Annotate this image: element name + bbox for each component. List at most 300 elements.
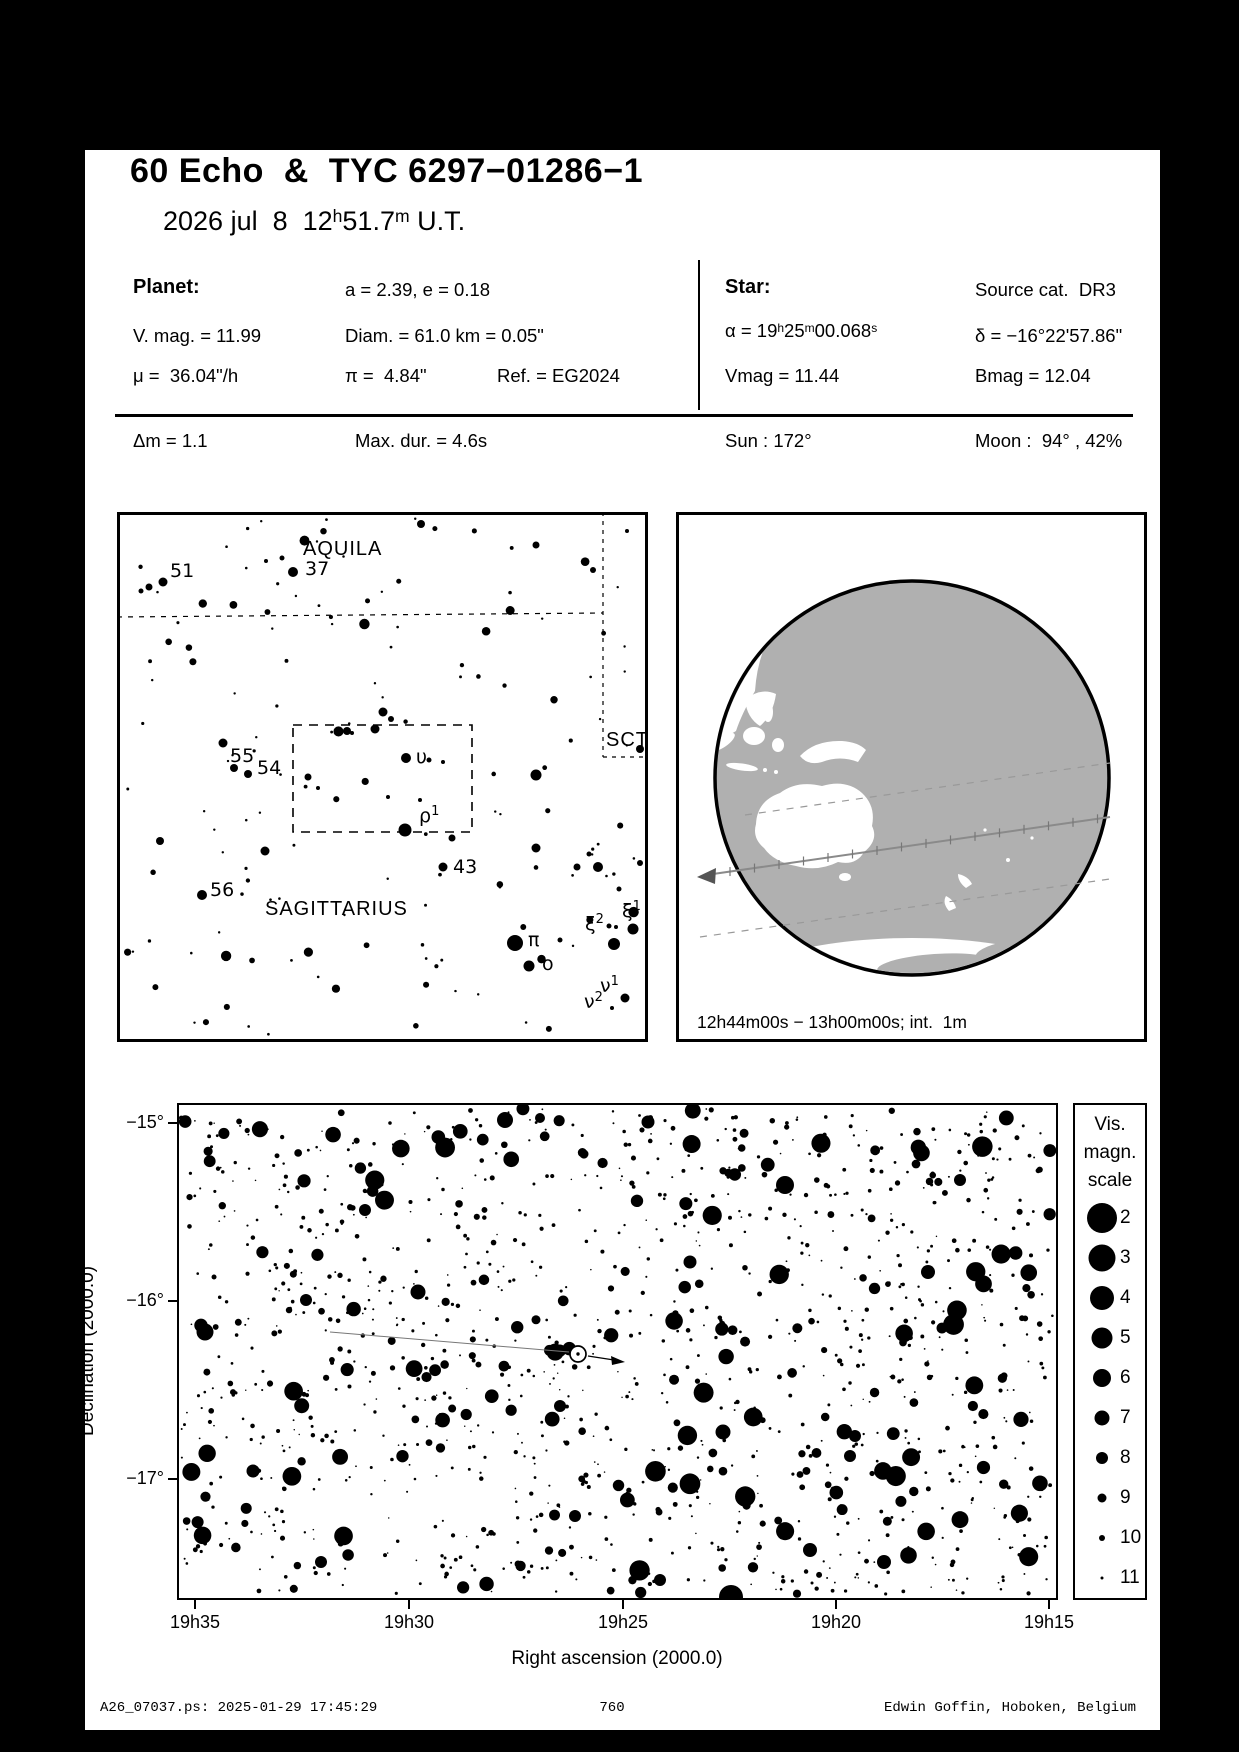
star-dot bbox=[942, 1537, 944, 1539]
star-dot bbox=[536, 1515, 539, 1518]
star-dot bbox=[414, 1478, 417, 1481]
star-dot bbox=[761, 1158, 775, 1172]
star-dot bbox=[861, 1208, 864, 1211]
star-dot bbox=[690, 1308, 695, 1313]
star-dot bbox=[328, 1317, 333, 1322]
star-dot bbox=[554, 1340, 558, 1344]
star-dot bbox=[477, 1134, 489, 1146]
star-dot bbox=[749, 1370, 752, 1373]
star-dot bbox=[499, 886, 502, 889]
star-dot bbox=[413, 1283, 415, 1285]
star-dot bbox=[1003, 1344, 1006, 1347]
star-dot bbox=[183, 1423, 186, 1426]
star-dot bbox=[292, 844, 295, 847]
star-dot bbox=[265, 609, 271, 615]
star-dot bbox=[913, 1145, 930, 1162]
star-dot bbox=[986, 1245, 990, 1249]
star-dot bbox=[204, 1155, 216, 1167]
star-dot bbox=[276, 582, 279, 585]
star-dot bbox=[738, 1521, 741, 1524]
star-dot bbox=[796, 1118, 799, 1121]
star-dot bbox=[931, 1320, 935, 1324]
star-designation: 54 bbox=[257, 757, 282, 779]
star-dot bbox=[369, 1381, 371, 1383]
star-dot bbox=[194, 1319, 207, 1332]
star-dot bbox=[294, 1398, 309, 1413]
star-dot bbox=[663, 1374, 666, 1377]
star-dot bbox=[388, 1337, 396, 1345]
star-dot bbox=[889, 1335, 891, 1337]
star-dot bbox=[748, 1213, 751, 1216]
star-dot bbox=[851, 1114, 854, 1117]
star-dot bbox=[274, 1263, 277, 1266]
star-dot bbox=[482, 627, 491, 636]
star-dot bbox=[686, 1328, 691, 1333]
star-dot bbox=[466, 1388, 467, 1389]
star-dot bbox=[391, 1290, 393, 1292]
star-dot bbox=[897, 1379, 901, 1383]
star-dot bbox=[198, 1445, 215, 1462]
ra-h-sup: h bbox=[777, 320, 785, 335]
event-datetime bbox=[163, 206, 465, 237]
finder-star-label bbox=[622, 900, 641, 922]
star-dot bbox=[770, 1265, 789, 1284]
star-dot bbox=[479, 1275, 490, 1286]
star-dot bbox=[834, 1582, 836, 1584]
star-dot bbox=[1028, 1360, 1030, 1362]
star-dot bbox=[524, 1213, 527, 1216]
star-dot bbox=[532, 1183, 535, 1186]
star-dot bbox=[539, 1227, 543, 1231]
star-dot bbox=[858, 1577, 860, 1579]
star-dot bbox=[930, 1586, 932, 1588]
star-dot bbox=[334, 1430, 337, 1433]
star-dot bbox=[508, 1384, 511, 1387]
x-tick-mark bbox=[835, 1600, 837, 1609]
star-dot bbox=[597, 1474, 601, 1478]
star-dot bbox=[464, 1426, 465, 1427]
star-dot bbox=[186, 644, 192, 650]
star-dot bbox=[152, 984, 158, 990]
star-dot bbox=[709, 1107, 714, 1112]
star-dot bbox=[756, 1544, 762, 1550]
star-dot bbox=[739, 1330, 742, 1333]
star-dot bbox=[672, 1310, 678, 1316]
star-dot bbox=[508, 1111, 510, 1113]
star-dot bbox=[806, 1445, 811, 1450]
star-dot bbox=[801, 1242, 804, 1245]
star-dot bbox=[705, 1108, 707, 1110]
star-dot bbox=[802, 1365, 804, 1367]
star-dot bbox=[945, 1426, 950, 1431]
star-dot bbox=[934, 1178, 942, 1186]
star-dot bbox=[421, 1372, 431, 1382]
star-dot bbox=[863, 1433, 865, 1435]
star-dot bbox=[925, 1261, 928, 1264]
star-dot bbox=[736, 1530, 739, 1533]
star-dot bbox=[986, 1111, 988, 1113]
star-dot bbox=[709, 1503, 710, 1504]
star-dot bbox=[475, 1118, 478, 1121]
star-dot bbox=[829, 1567, 831, 1569]
star-dot bbox=[459, 1354, 461, 1356]
star-dot bbox=[900, 1133, 903, 1136]
legend-magnitude-dot bbox=[1096, 1452, 1108, 1464]
star-dot bbox=[998, 1147, 1001, 1150]
star-dot bbox=[584, 1174, 586, 1176]
star-dot bbox=[260, 1477, 263, 1480]
star-dot bbox=[868, 1581, 870, 1583]
star-dot bbox=[250, 1438, 253, 1441]
star-dot bbox=[285, 659, 289, 663]
star-dot bbox=[578, 1209, 581, 1212]
star-dot bbox=[540, 1131, 550, 1141]
star-dot bbox=[703, 1206, 722, 1225]
star-dot bbox=[999, 1480, 1008, 1489]
star-dot bbox=[520, 1395, 523, 1398]
star-dot bbox=[930, 1183, 933, 1186]
star-dot bbox=[617, 887, 622, 892]
star-dot bbox=[364, 1307, 367, 1310]
star-dot bbox=[307, 1390, 309, 1392]
star-dot bbox=[697, 1456, 699, 1458]
y-tick-label: −17° bbox=[126, 1468, 164, 1488]
star-dot bbox=[865, 1308, 869, 1312]
star-dot bbox=[181, 1457, 183, 1459]
star-dot bbox=[784, 1124, 789, 1129]
star-dot bbox=[249, 958, 255, 964]
star-dot bbox=[959, 1169, 961, 1171]
star-dot bbox=[955, 1377, 958, 1380]
star-dot bbox=[308, 1415, 312, 1419]
star-dot bbox=[967, 1133, 970, 1136]
star-dot bbox=[926, 1487, 930, 1491]
star-dot bbox=[410, 1211, 412, 1213]
star-dot bbox=[280, 1213, 282, 1215]
star-dot bbox=[318, 1478, 321, 1481]
star-dot bbox=[637, 860, 643, 866]
star-dot bbox=[372, 1142, 375, 1145]
star-dot bbox=[541, 617, 543, 619]
star-dot bbox=[901, 1283, 905, 1287]
star-dot bbox=[650, 1314, 653, 1317]
star-dot bbox=[929, 1172, 936, 1179]
star-dot bbox=[341, 1223, 343, 1225]
star-dot bbox=[1051, 1314, 1054, 1317]
star-dot bbox=[668, 1469, 670, 1471]
star-dot bbox=[655, 1228, 657, 1230]
star-dot bbox=[320, 528, 326, 534]
star-dot bbox=[768, 1207, 772, 1211]
star-dot bbox=[829, 1194, 832, 1197]
star-dot bbox=[851, 1214, 854, 1217]
star-dot bbox=[390, 1458, 394, 1462]
footer-filename: A26_07037.ps: 2025-01-29 17:45:29 bbox=[100, 1700, 378, 1716]
star-dot bbox=[291, 1300, 295, 1304]
star-dot bbox=[671, 1552, 674, 1555]
star-dot bbox=[786, 1260, 788, 1262]
star-dot bbox=[987, 1178, 990, 1181]
star-dot bbox=[971, 1502, 972, 1503]
star-dot bbox=[578, 1427, 586, 1435]
star-dot bbox=[315, 1146, 318, 1149]
planet-motion: μ = 36.04"/h bbox=[133, 365, 239, 386]
star-dot bbox=[838, 1307, 841, 1310]
star-dot bbox=[208, 1408, 214, 1414]
star-dot bbox=[615, 1310, 620, 1315]
star-dot bbox=[255, 1180, 257, 1182]
star-dot bbox=[225, 1300, 228, 1303]
star-dot bbox=[687, 1154, 690, 1157]
star-dot bbox=[1027, 1496, 1029, 1498]
star-dot bbox=[919, 1300, 922, 1303]
star-dot bbox=[1026, 1591, 1030, 1595]
star-dot bbox=[1005, 1420, 1007, 1422]
star-dot bbox=[311, 1425, 314, 1428]
star-dot bbox=[470, 1430, 472, 1432]
star-dot bbox=[219, 739, 228, 748]
star-dot bbox=[844, 1477, 848, 1481]
star-dot bbox=[325, 1127, 341, 1143]
star-dot bbox=[587, 1485, 591, 1489]
star-dot bbox=[718, 1315, 723, 1320]
legend-magnitude-value: 11 bbox=[1120, 1567, 1140, 1588]
star-dot bbox=[927, 1249, 930, 1252]
star-dot bbox=[639, 1127, 644, 1132]
star-dot bbox=[374, 682, 376, 684]
star-dot bbox=[614, 925, 618, 929]
star-dot bbox=[793, 1590, 801, 1598]
star-dot bbox=[278, 1330, 282, 1334]
star-dot bbox=[757, 1292, 762, 1297]
star-dot bbox=[727, 1193, 729, 1195]
star-dot bbox=[535, 1121, 538, 1124]
star-dot bbox=[1037, 1321, 1043, 1327]
star-dot bbox=[284, 1575, 288, 1579]
star-dot bbox=[502, 683, 506, 687]
star-dot bbox=[396, 579, 401, 584]
star-dot bbox=[840, 1363, 844, 1367]
star-dot bbox=[840, 1267, 842, 1269]
star-dot bbox=[463, 1234, 467, 1238]
star-dot bbox=[694, 1198, 698, 1202]
star-dot bbox=[942, 1190, 948, 1196]
star-dot bbox=[733, 1128, 737, 1132]
star-dot bbox=[594, 1461, 596, 1463]
star-dot bbox=[1039, 1362, 1043, 1366]
star-dot bbox=[660, 1238, 664, 1242]
star-dot bbox=[717, 1548, 720, 1551]
star-dot bbox=[213, 1324, 219, 1330]
star-dot bbox=[275, 704, 278, 707]
star-dot bbox=[849, 1124, 853, 1128]
star-dot bbox=[189, 1172, 192, 1175]
star-dot bbox=[828, 1497, 832, 1501]
star-dot bbox=[748, 1562, 758, 1572]
star-dot bbox=[564, 1417, 566, 1419]
star-dot bbox=[908, 1335, 913, 1340]
star-dot bbox=[549, 1383, 551, 1385]
star-dot bbox=[600, 1187, 603, 1190]
star-dot bbox=[176, 621, 179, 624]
ra-text: α = 19 bbox=[725, 320, 778, 341]
star-dot bbox=[186, 1412, 188, 1414]
star-designation: 56 bbox=[210, 879, 235, 901]
x-tick-label: 19h15 bbox=[1023, 1612, 1075, 1632]
star-dot bbox=[442, 1349, 446, 1353]
star-dot bbox=[612, 1122, 614, 1124]
star-dot bbox=[416, 1397, 419, 1400]
star-dot bbox=[884, 1592, 887, 1595]
star-dot bbox=[297, 1457, 305, 1465]
star-dot bbox=[384, 1480, 386, 1482]
star-dot bbox=[1039, 1132, 1041, 1134]
star-dot bbox=[631, 1195, 643, 1207]
star-dot bbox=[414, 518, 416, 520]
table-divider bbox=[698, 260, 700, 410]
star-dot bbox=[283, 1449, 286, 1452]
star-dot bbox=[678, 1281, 690, 1293]
star-dot bbox=[705, 1373, 707, 1375]
star-dot bbox=[724, 1558, 727, 1561]
star-dot bbox=[639, 1246, 641, 1248]
star-dot bbox=[492, 1431, 494, 1433]
star-designation: 37 bbox=[305, 558, 330, 580]
star-dot bbox=[556, 1503, 560, 1507]
star-dot bbox=[869, 1159, 872, 1162]
star-dot bbox=[843, 1320, 846, 1323]
star-dot bbox=[1015, 1307, 1018, 1310]
star-dot bbox=[335, 1388, 338, 1391]
star-dot bbox=[683, 1214, 688, 1219]
star-dot bbox=[353, 1360, 355, 1362]
star-dot bbox=[347, 1384, 351, 1388]
star-dot bbox=[444, 1575, 447, 1578]
date-text: 2026 jul 8 12 bbox=[163, 206, 333, 236]
table-rule bbox=[115, 414, 1133, 417]
star-designation-sup: 2 bbox=[595, 912, 604, 927]
constellation-boundary-aquila-sgr bbox=[117, 613, 603, 617]
star-dot bbox=[268, 1515, 270, 1517]
star-dot bbox=[455, 1200, 463, 1208]
star-dot bbox=[560, 1289, 563, 1292]
star-dot bbox=[930, 1245, 933, 1248]
star-dot bbox=[468, 1446, 471, 1449]
star-dot bbox=[886, 1570, 890, 1574]
star-dot bbox=[600, 1250, 604, 1254]
star-dot bbox=[341, 1363, 354, 1376]
star-dot bbox=[427, 758, 432, 763]
star-dot bbox=[1009, 1158, 1012, 1161]
star-dot bbox=[856, 1573, 859, 1576]
star-dot bbox=[503, 1151, 519, 1167]
star-dot bbox=[272, 1524, 275, 1527]
star-dot bbox=[343, 727, 351, 735]
star-dot bbox=[703, 1579, 705, 1581]
star-dot bbox=[797, 1471, 804, 1478]
star-dot bbox=[219, 1543, 223, 1547]
star-dot bbox=[754, 1558, 756, 1560]
star-dot bbox=[448, 1396, 451, 1399]
star-dot bbox=[386, 795, 390, 799]
star-dot bbox=[431, 1357, 434, 1360]
star-dot bbox=[364, 942, 370, 948]
magnitude-drop: Δm = 1.1 bbox=[133, 430, 208, 451]
star-dot bbox=[472, 1359, 476, 1363]
star-dot bbox=[856, 1364, 860, 1368]
star-dot bbox=[642, 1481, 645, 1484]
star-dot bbox=[1017, 1209, 1023, 1215]
star-dot bbox=[219, 1202, 226, 1209]
star-dot bbox=[416, 1377, 420, 1381]
star-dot bbox=[845, 1192, 848, 1195]
star-dot bbox=[691, 1211, 694, 1214]
star-dot bbox=[994, 1508, 995, 1509]
star-dot bbox=[700, 1167, 703, 1170]
star-dot bbox=[667, 1447, 670, 1450]
star-dot bbox=[532, 1456, 535, 1459]
star-dot bbox=[869, 1283, 880, 1294]
star-dot bbox=[498, 1286, 500, 1288]
legend-magnitude-value: 8 bbox=[1120, 1447, 1131, 1468]
star-dot bbox=[438, 1305, 440, 1307]
star-dot bbox=[342, 1549, 354, 1561]
star-dot bbox=[194, 1120, 196, 1122]
star-dot bbox=[854, 1442, 858, 1446]
star-dot bbox=[499, 1361, 510, 1372]
star-dot bbox=[814, 1177, 820, 1183]
star-dot bbox=[569, 1510, 581, 1522]
star-dot bbox=[257, 1469, 261, 1473]
star-dot bbox=[415, 1270, 418, 1273]
star-dot bbox=[879, 1270, 881, 1272]
star-dot bbox=[396, 626, 399, 629]
star-dot bbox=[464, 1266, 467, 1269]
star-dot bbox=[225, 1436, 227, 1438]
star-designation: ρ bbox=[419, 805, 432, 827]
star-dot bbox=[470, 1336, 476, 1342]
star-dot bbox=[221, 951, 231, 961]
star-dot bbox=[313, 1529, 315, 1531]
star-dot bbox=[913, 1128, 920, 1135]
star-dot bbox=[193, 1547, 198, 1552]
star-dot bbox=[230, 601, 238, 609]
star-dot bbox=[485, 1395, 489, 1399]
star-dot bbox=[139, 589, 144, 594]
star-dot bbox=[948, 1579, 950, 1581]
star-dot bbox=[610, 1543, 613, 1546]
star-dot bbox=[831, 1487, 835, 1491]
star-dot bbox=[521, 1442, 523, 1444]
star-dot bbox=[879, 1510, 883, 1514]
star-dot bbox=[722, 1439, 726, 1443]
star-dot bbox=[387, 1552, 389, 1554]
star-dot bbox=[851, 1310, 853, 1312]
star-dot bbox=[716, 1425, 731, 1440]
star-dot bbox=[963, 1161, 968, 1166]
star-dot bbox=[625, 1504, 627, 1506]
star-dot bbox=[801, 1423, 805, 1427]
star-dot bbox=[424, 904, 427, 907]
legend-title-line: scale bbox=[1087, 1170, 1133, 1191]
star-dot bbox=[216, 1166, 220, 1170]
finder-star-label bbox=[585, 913, 604, 935]
star-dot bbox=[218, 1296, 222, 1300]
star-dot bbox=[765, 1217, 769, 1221]
star-dot bbox=[362, 778, 369, 785]
star-dot bbox=[436, 1443, 445, 1452]
star-dot bbox=[787, 1368, 797, 1378]
